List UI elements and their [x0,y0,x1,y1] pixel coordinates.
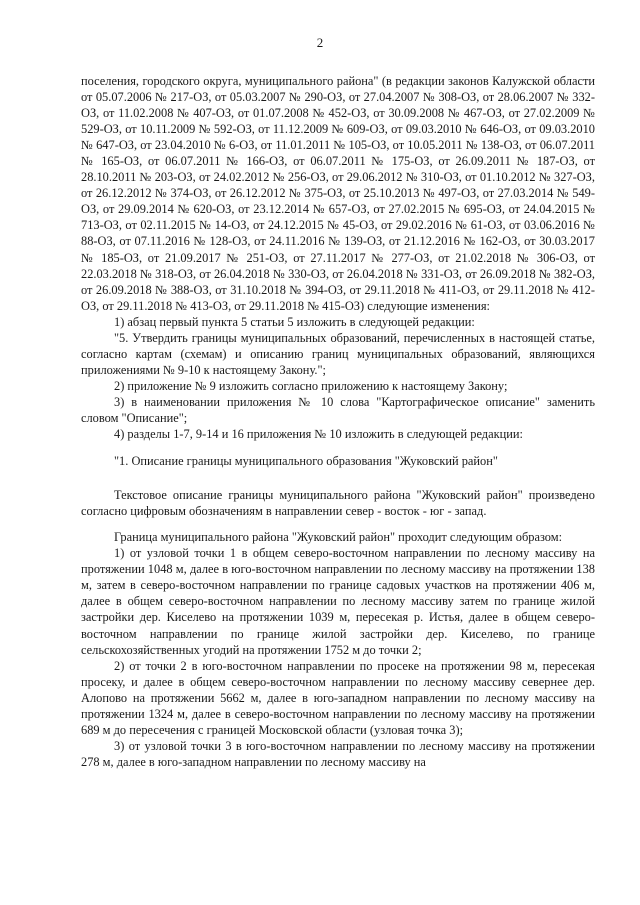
boundary-segment-2: 2) от точки 2 в юго-восточном направлении по просеке на протяжении 98 м, пересекая просеку, и далее в общем северо-восточном направлении по лесному массиву севернее дер. Алопово на протяжении 5662 м, далее в юго-западном направлении по лесному массиву на протяжении 1324 м, далее в северо-восточном направлении по лесному массиву на протяжении 689 м до пересечения с границей Московской области (узловая точка 3); [81,658,595,737]
document-body [81,73,595,770]
boundary-intro-paragraph: Граница муниципального района "Жуковский район" проходит следующим образом: [114,530,563,545]
law-amendments-paragraph: поселения, городского округа, муниципального района" (в редакции законов Калужской области от 05.07.2006 № 217-ОЗ, от 05.03.2007 № 290-ОЗ, от 27.04.2007 № 308-ОЗ, от 28.06.2007 № 332-ОЗ, от 11.02.2008 № 407-ОЗ, от 01.07.2008 № 452-ОЗ, от 30.09.2008 № 467-ОЗ, от 27.02.2009 № 529-ОЗ, от 10.11.2009 № 592-ОЗ, от 11.12.2009 № 609-ОЗ, от 09.03.2010 № 646-ОЗ, от 09.03.2010 № 647-ОЗ, от 23.04.2010 № 6-ОЗ, от 11.01.2011 № 105-ОЗ, от 10.05.2011 № 138-ОЗ, от 06.07.2011 № 165-ОЗ, от 06.07.2011 № 166-ОЗ, от 06.07.2011 № 175-ОЗ, от 26.09.2011 № 187-ОЗ, от 28.10.2011 № 203-ОЗ, от 24.02.2012 № 256-ОЗ, от 29.06.2012 № 310-ОЗ, от 01.10.2012 № 327-ОЗ, от 26.12.2012 № 374-ОЗ, от 26.12.2012 № 375-ОЗ, от 25.10.2013 № 497-ОЗ, от 27.03.2014 № 549-ОЗ, от 29.09.2014 № 620-ОЗ, от 23.12.2014 № 657-ОЗ, от 27.02.2015 № 695-ОЗ, от 24.04.2015 № 713-ОЗ, от 02.11.2015 № 14-ОЗ, от 24.12.2015 № 45-ОЗ, от 29.02.2016 № 61-ОЗ, от 03.06.2016 № 88-ОЗ, от 07.11.2016 № 128-ОЗ, от 24.11.2016 № 139-ОЗ, от 21.12.2016 № 162-ОЗ, от 30.03.2017 № 185-ОЗ, от 21.09.2017 № 251-ОЗ, от 27.11.2017 № 277-ОЗ, от 21.02.2018 № 306-ОЗ, от 22.03.2018 № 318-ОЗ, от 26.04.2018 № 330-ОЗ, от 26.04.2018 № 331-ОЗ, от 26.09.2018 № 382-ОЗ, от 26.09.2018 № 388-ОЗ, от 31.10.2018 № 394-ОЗ, от 29.11.2018 № 411-ОЗ, от 29.11.2018 № 412-ОЗ, от 29.11.2018 № 413-ОЗ, от 29.11.2018 № 415-ОЗ) следующие изменения: [81,74,595,313]
boundary-segment-3: 3) от узловой точки 3 в юго-восточном направлении по лесному массиву на протяжении 278 м, далее в юго-западном направлении по лесному массиву на [81,738,595,769]
amendment-item-2: 2) приложение № 9 изложить согласно приложению к настоящему Закону; [114,378,508,393]
description-intro-paragraph: Текстовое описание границы муниципального района "Жуковский район" произведено согласно цифровым обозначениям в направлении север - восток - юг - запад. [81,488,595,519]
boundary-segment-1: 1) от узловой точки 1 в общем северо-восточном направлении по лесному массиву на протяжении 1048 м, далее в юго-восточном направлении по лесному массиву на протяжении 138 м, затем в северо-восточном направлении по границе садовых участков на протяжении 406 м, далее в общем северо-восточном направлении по лесному массиву затем по границе жилой застройки дер. Киселево на протяжении 1039 м, пересекая р. Истья, далее в общем северо-восточном направлении по границе жилой застройки дер. Киселево, по границе сельскохозяйственных угодий на протяжении 1752 м до точки 2; [81,546,595,657]
quoted-article-text: "5. Утвердить границы муниципальных образований, перечисленных в настоящей статье, согласно картам (схемам) и описанию границ муниципальных образований, являющихся приложениями № 9-10 к настоящему Закону."; [81,330,595,377]
amendment-item-3: 3) в наименовании приложения № 10 слова "Картографическое описание" заменить словом "Описание"; [81,394,595,425]
amendment-item-4: 4) разделы 1-7, 9-14 и 16 приложения № 10 изложить в следующей редакции: [114,427,523,442]
amendment-item-1: 1) абзац первый пункта 5 статьи 5 изложить в следующей редакции: [114,314,475,329]
page-number: 2 [316,35,324,50]
section-heading: "1. Описание границы муниципального образования "Жуковский район" [114,454,498,469]
